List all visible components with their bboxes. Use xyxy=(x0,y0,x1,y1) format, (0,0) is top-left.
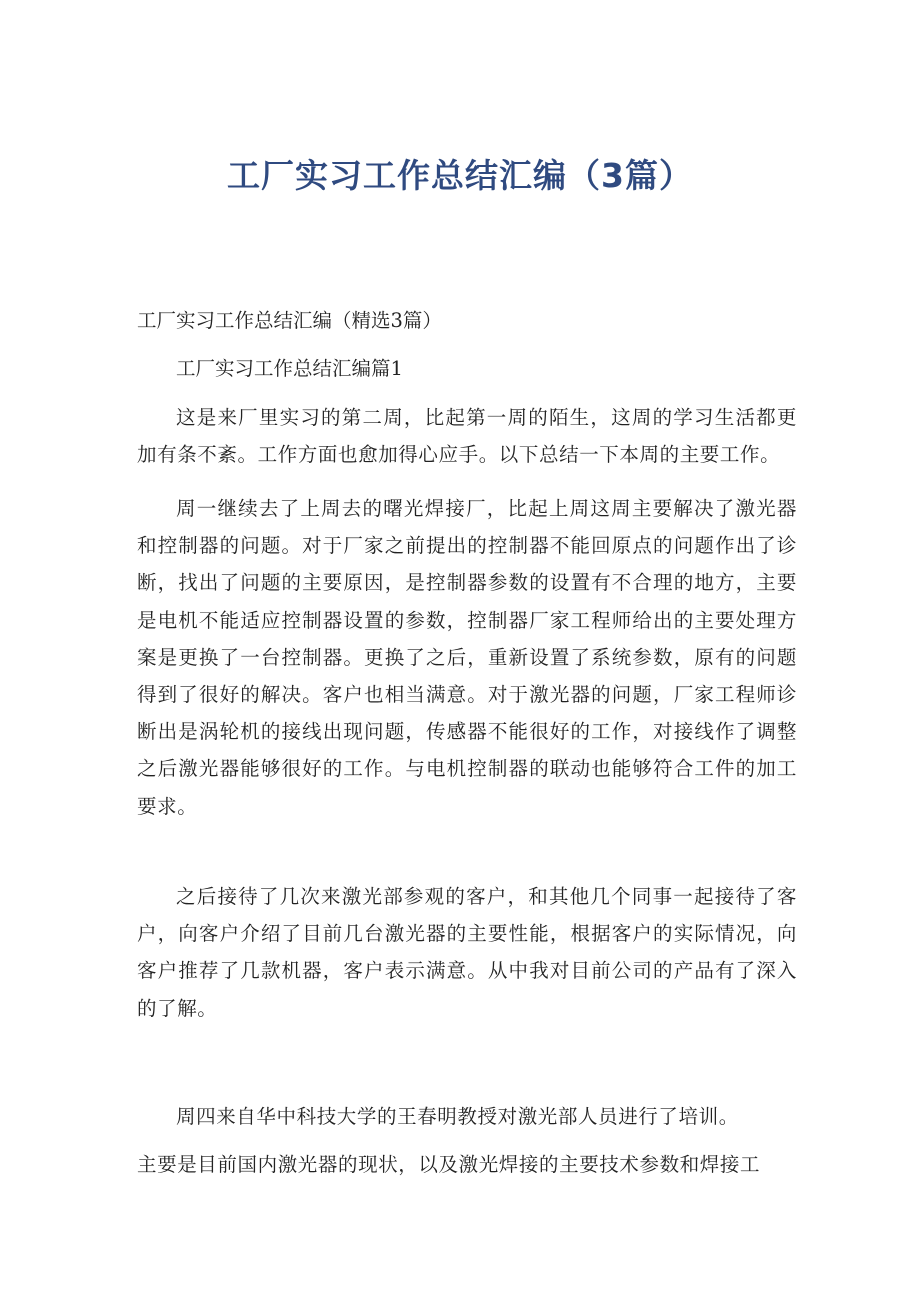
body-paragraph: 周四来自华中科技大学的王春明教授对激光部人员进行了培训。 xyxy=(176,1105,739,1128)
body-paragraph: 主要是目前国内激光器的现状，以及激光焊接的主要技术参数和焊接工 xyxy=(137,1153,761,1176)
paragraph-block-1 xyxy=(137,399,797,473)
paragraph-block-5 xyxy=(137,1146,797,1183)
body-paragraph: 周一继续去了上周去的曙光焊接厂，比起上周这周主要解决了激光器和控制器的问题。对于厂家之前提出的控制器不能回原点的问题作出了诊断，找出了问题的主要原因，是控制器参数的设置有不合理的地方，主要是电机不能适应控制器设置的参数，控制器厂家工程师给出的主要处理方案是更换了一台控制器。更换了之后，重新设置了系统参数，原有的问题得到了很好的解决。客户也相当满意。对于激光器的问题，厂家工程师诊断出是涡轮机的接线出现问题，传感器不能很好的工作，对接线作了调整之后激光器能够很好的工作。与电机控制器的联动也能够符合工件的加工要求。 xyxy=(137,497,797,818)
paragraph-block-4 xyxy=(137,1098,797,1135)
paragraph-block-3 xyxy=(137,878,797,1027)
section-heading: 工厂实习工作总结汇编篇1 xyxy=(176,357,403,380)
body-paragraph: 之后接待了几次来激光部参观的客户，和其他几个同事一起接待了客户，向客户介绍了目前几台激光器的主要性能，根据客户的实际情况，向客户推荐了几款机器，客户表示满意。从中我对目前公司的产品有了深入的了解。 xyxy=(137,885,797,1020)
paragraph-block-2 xyxy=(137,490,797,825)
body-paragraph: 这是来厂里实习的第二周，比起第一周的陌生，这周的学习生活都更加有条不紊。工作方面也愈加得心应手。以下总结一下本周的主要工作。 xyxy=(137,406,797,467)
document-subtitle: 工厂实习工作总结汇编（精选3篇） xyxy=(137,309,442,332)
document-title: 工厂实习工作总结汇编（3篇） xyxy=(227,156,693,195)
